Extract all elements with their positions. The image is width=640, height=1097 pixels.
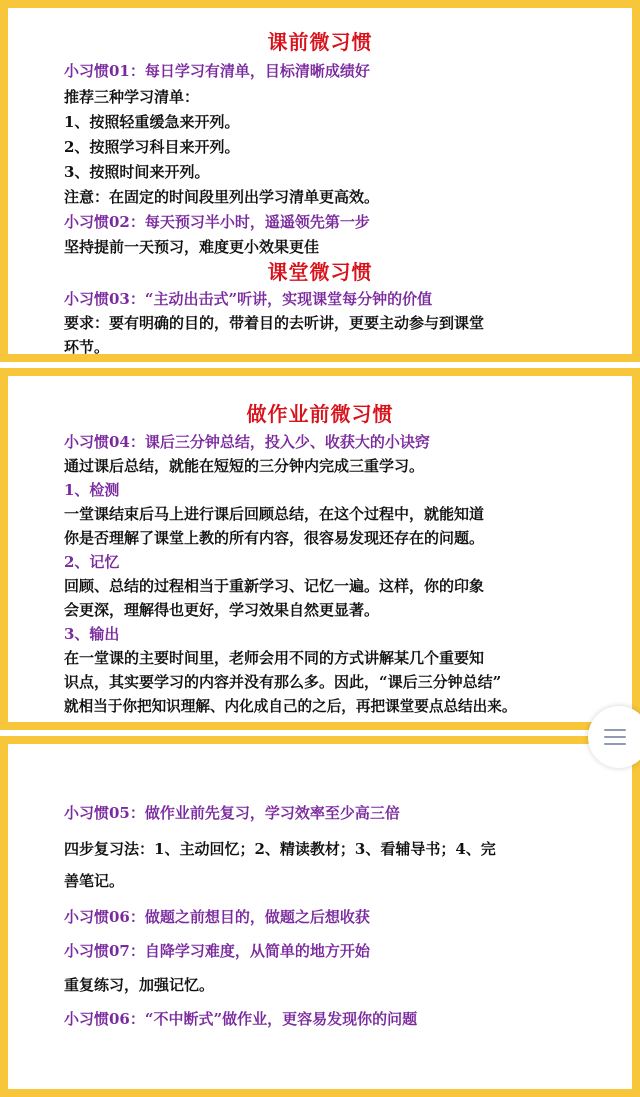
intro-text: 通过课后总结，就能在短短的三分钟内完成三重学习。 — [64, 457, 425, 475]
habit-06: 小习惯06：做题之前想目的，做题之后想收获 — [64, 908, 370, 926]
habit-03: 小习惯03：“主动出击式”听讲，实现课堂每分钟的价值 — [64, 290, 433, 308]
panel-homework-habits — [0, 736, 640, 1097]
section-memory-line2: 会更深，理解得也更好，学习效果自然更显著。 — [64, 601, 380, 619]
panel-before-homework — [0, 368, 640, 730]
title-before-class: 课前微习惯 — [267, 30, 373, 54]
title-before-homework: 做作业前微习惯 — [246, 402, 394, 426]
section-heading-memory: 2、记忆 — [64, 553, 120, 571]
note-text: 注意：在固定的时间段里列出学习清单更高效。 — [64, 188, 380, 206]
requirement-line2: 环节。 — [64, 338, 110, 356]
list-item-2: 2、按照学习科目来开列。 — [64, 138, 240, 156]
review-line1: 四步复习法：1、主动回忆；2、精读教材；3、看辅导书；4、完 — [64, 840, 496, 858]
repeat-text: 重复练习，加强记忆。 — [64, 976, 215, 994]
habit-07: 小习惯07：自降学习难度，从简单的地方开始 — [64, 942, 370, 960]
list-item-1: 1、按照轻重缓急来开列。 — [64, 113, 240, 131]
habit-02-text: 坚持提前一天预习，难度更小效果更佳 — [64, 238, 320, 256]
list-item-3: 3、按照时间来开列。 — [64, 163, 210, 181]
section-check-line1: 一堂课结束后马上进行课后回顾总结，在这个过程中，就能知道 — [64, 505, 485, 523]
section-output-line3: 就相当于你把知识理解、内化成自己的之后，再把课堂要点总结出来。 — [64, 698, 517, 715]
section-output-line2: 识点，其实要学习的内容并没有那么多。因此，“课后三分钟总结” — [64, 673, 502, 691]
habit-06b: 小习惯06：“不中断式”做作业，更容易发现你的问题 — [64, 1010, 418, 1028]
habit-04: 小习惯04：课后三分钟总结，投入少、收获大的小诀窍 — [64, 433, 430, 451]
title-in-class: 课堂微习惯 — [267, 260, 373, 284]
requirement-line1: 要求：要有明确的目的，带着目的去听讲，更要主动参与到课堂 — [64, 314, 485, 332]
panel-before-class — [0, 0, 640, 362]
habit-05: 小习惯05：做作业前先复习，学习效率至少高三倍 — [64, 804, 400, 822]
habit-02: 小习惯02：每天预习半小时，遥遥领先第一步 — [64, 213, 370, 231]
section-output-line1: 在一堂课的主要时间里，老师会用不同的方式讲解某几个重要知 — [64, 649, 485, 667]
habit-01: 小习惯01：每日学习有清单，目标清晰成绩好 — [64, 62, 370, 80]
recommend-text: 推荐三种学习清单： — [64, 88, 200, 106]
section-memory-line1: 回顾、总结的过程相当于重新学习、记忆一遍。这样，你的印象 — [64, 577, 485, 595]
section-heading-check: 1、检测 — [64, 481, 120, 499]
section-check-line2: 你是否理解了课堂上教的所有内容，很容易发现还存在的问题。 — [64, 529, 485, 547]
section-heading-output: 3、输出 — [64, 625, 120, 643]
review-line2: 善笔记。 — [64, 872, 125, 890]
